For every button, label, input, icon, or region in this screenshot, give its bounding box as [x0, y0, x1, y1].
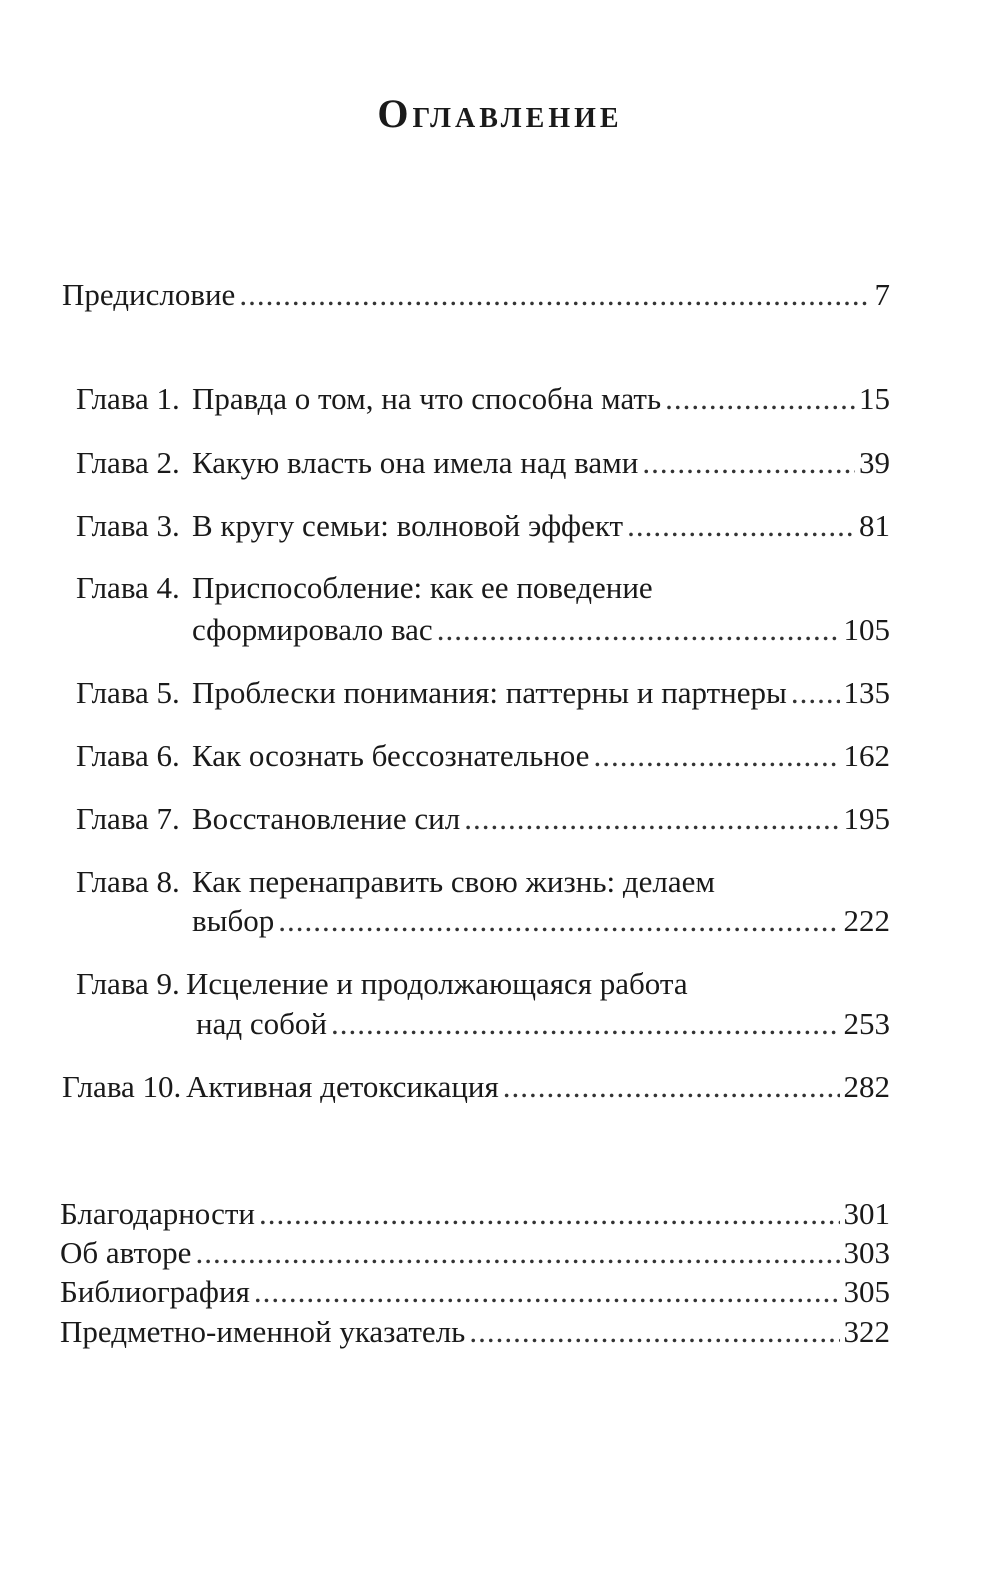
- toc-entry-chapter-3[interactable]: [76, 507, 890, 545]
- toc-page-number: 81: [859, 508, 890, 543]
- toc-entry-chapter-8[interactable]: [192, 902, 890, 940]
- toc-entry-title: Как перенаправить свою жизнь: делаем: [192, 864, 715, 899]
- toc-leader-dots: [593, 737, 839, 775]
- toc-entry-chapter-4[interactable]: [192, 611, 890, 649]
- toc-page-number: 195: [843, 801, 890, 836]
- toc-entry-title: Проблески понимания: паттерны и партнеры: [192, 675, 787, 710]
- toc-entry-title: Правда о том, на что способна мать: [192, 381, 662, 416]
- toc-page-number: 322: [843, 1314, 890, 1349]
- toc-chapter-number: Глава 3.: [76, 508, 180, 543]
- toc-entry-chapter-10[interactable]: [62, 1068, 890, 1106]
- page-title: Оглавление: [377, 91, 623, 136]
- toc-leader-dots: [791, 674, 840, 712]
- toc-entry-chapter-4-first-line[interactable]: [76, 569, 653, 607]
- toc-entry-title-continuation: выбор: [192, 903, 275, 938]
- toc-page-number: 135: [843, 675, 890, 710]
- toc-entry-chapter-9-first-line[interactable]: [76, 965, 688, 1003]
- toc-entry-preface[interactable]: [62, 276, 890, 314]
- toc-entry-chapter-1[interactable]: [76, 380, 890, 418]
- toc-leader-dots: [665, 380, 855, 418]
- toc-entry-title: Предисловие: [62, 277, 236, 312]
- toc-entry-title: Библиография: [60, 1274, 250, 1309]
- toc-chapter-number: Глава 7.: [76, 801, 180, 836]
- toc-chapter-number: Глава 6.: [76, 738, 180, 773]
- toc-page-number: 253: [843, 1006, 890, 1041]
- toc-chapter-number: Глава 9.: [76, 966, 180, 1001]
- toc-entry-title: Исцеление и продолжающаяся работа: [186, 966, 688, 1001]
- toc-entry-chapter-5[interactable]: [76, 674, 890, 712]
- toc-entry-title: Благодарности: [60, 1196, 255, 1231]
- toc-page-number: 305: [843, 1274, 890, 1309]
- toc-chapter-number: Глава 10.: [62, 1069, 182, 1104]
- toc-entry-title: Приспособление: как ее поведение: [192, 570, 653, 605]
- toc-leader-dots: [642, 444, 855, 482]
- toc-page-number: 303: [843, 1235, 890, 1270]
- toc-chapter-number: Глава 5.: [76, 675, 180, 710]
- toc-entry-title: Об авторе: [60, 1235, 192, 1270]
- toc-leader-dots: [627, 507, 855, 545]
- toc-leader-dots: [464, 800, 839, 838]
- toc-page-number: 282: [843, 1069, 890, 1104]
- toc-entry-index[interactable]: [60, 1313, 890, 1351]
- toc-entry-title: В кругу семьи: волновой эффект: [192, 508, 624, 543]
- toc-leader-dots: [278, 902, 839, 940]
- toc-entry-title: Восстановление сил: [192, 801, 461, 836]
- toc-entry-about-author[interactable]: [60, 1234, 890, 1272]
- toc-entry-chapter-6[interactable]: [76, 737, 890, 775]
- toc-page-number: 222: [843, 903, 890, 938]
- toc-leader-dots: [437, 611, 840, 649]
- toc-leader-dots: [469, 1313, 839, 1351]
- toc-chapter-number: Глава 2.: [76, 445, 180, 480]
- toc-leader-dots: [503, 1068, 840, 1106]
- toc-page-number: 301: [843, 1196, 890, 1231]
- toc-entry-chapter-7[interactable]: [76, 800, 890, 838]
- toc-leader-dots: [254, 1273, 840, 1311]
- toc-entry-title-continuation: над собой: [196, 1006, 327, 1041]
- toc-entry-chapter-2[interactable]: [76, 444, 890, 482]
- toc-page-number: 15: [859, 381, 890, 416]
- toc-entry-acknowledgements[interactable]: [60, 1195, 890, 1233]
- toc-entry-chapter-9[interactable]: [196, 1005, 890, 1043]
- toc-chapter-number: Глава 4.: [76, 570, 180, 605]
- toc-page-number: 7: [874, 277, 890, 312]
- toc-page-number: 39: [859, 445, 890, 480]
- toc-chapter-number: Глава 8.: [76, 864, 180, 899]
- toc-entry-title-continuation: сформировало вас: [192, 612, 433, 647]
- toc-entry-title: Активная детоксикация: [186, 1069, 499, 1104]
- toc-chapter-number: Глава 1.: [76, 381, 180, 416]
- toc-entry-title: Какую власть она имела над вами: [192, 445, 639, 480]
- toc-entry-chapter-8-first-line[interactable]: [76, 863, 715, 901]
- toc-entry-bibliography[interactable]: [60, 1273, 890, 1311]
- toc-page-number: 105: [843, 612, 890, 647]
- toc-entry-title: Как осознать бессознательное: [192, 738, 590, 773]
- toc-entry-title: Предметно-именной указатель: [60, 1314, 466, 1349]
- toc-leader-dots: [195, 1234, 839, 1272]
- toc-leader-dots: [331, 1005, 840, 1043]
- toc-leader-dots: [259, 1195, 840, 1233]
- toc-page-number: 162: [843, 738, 890, 773]
- toc-leader-dots: [239, 276, 870, 314]
